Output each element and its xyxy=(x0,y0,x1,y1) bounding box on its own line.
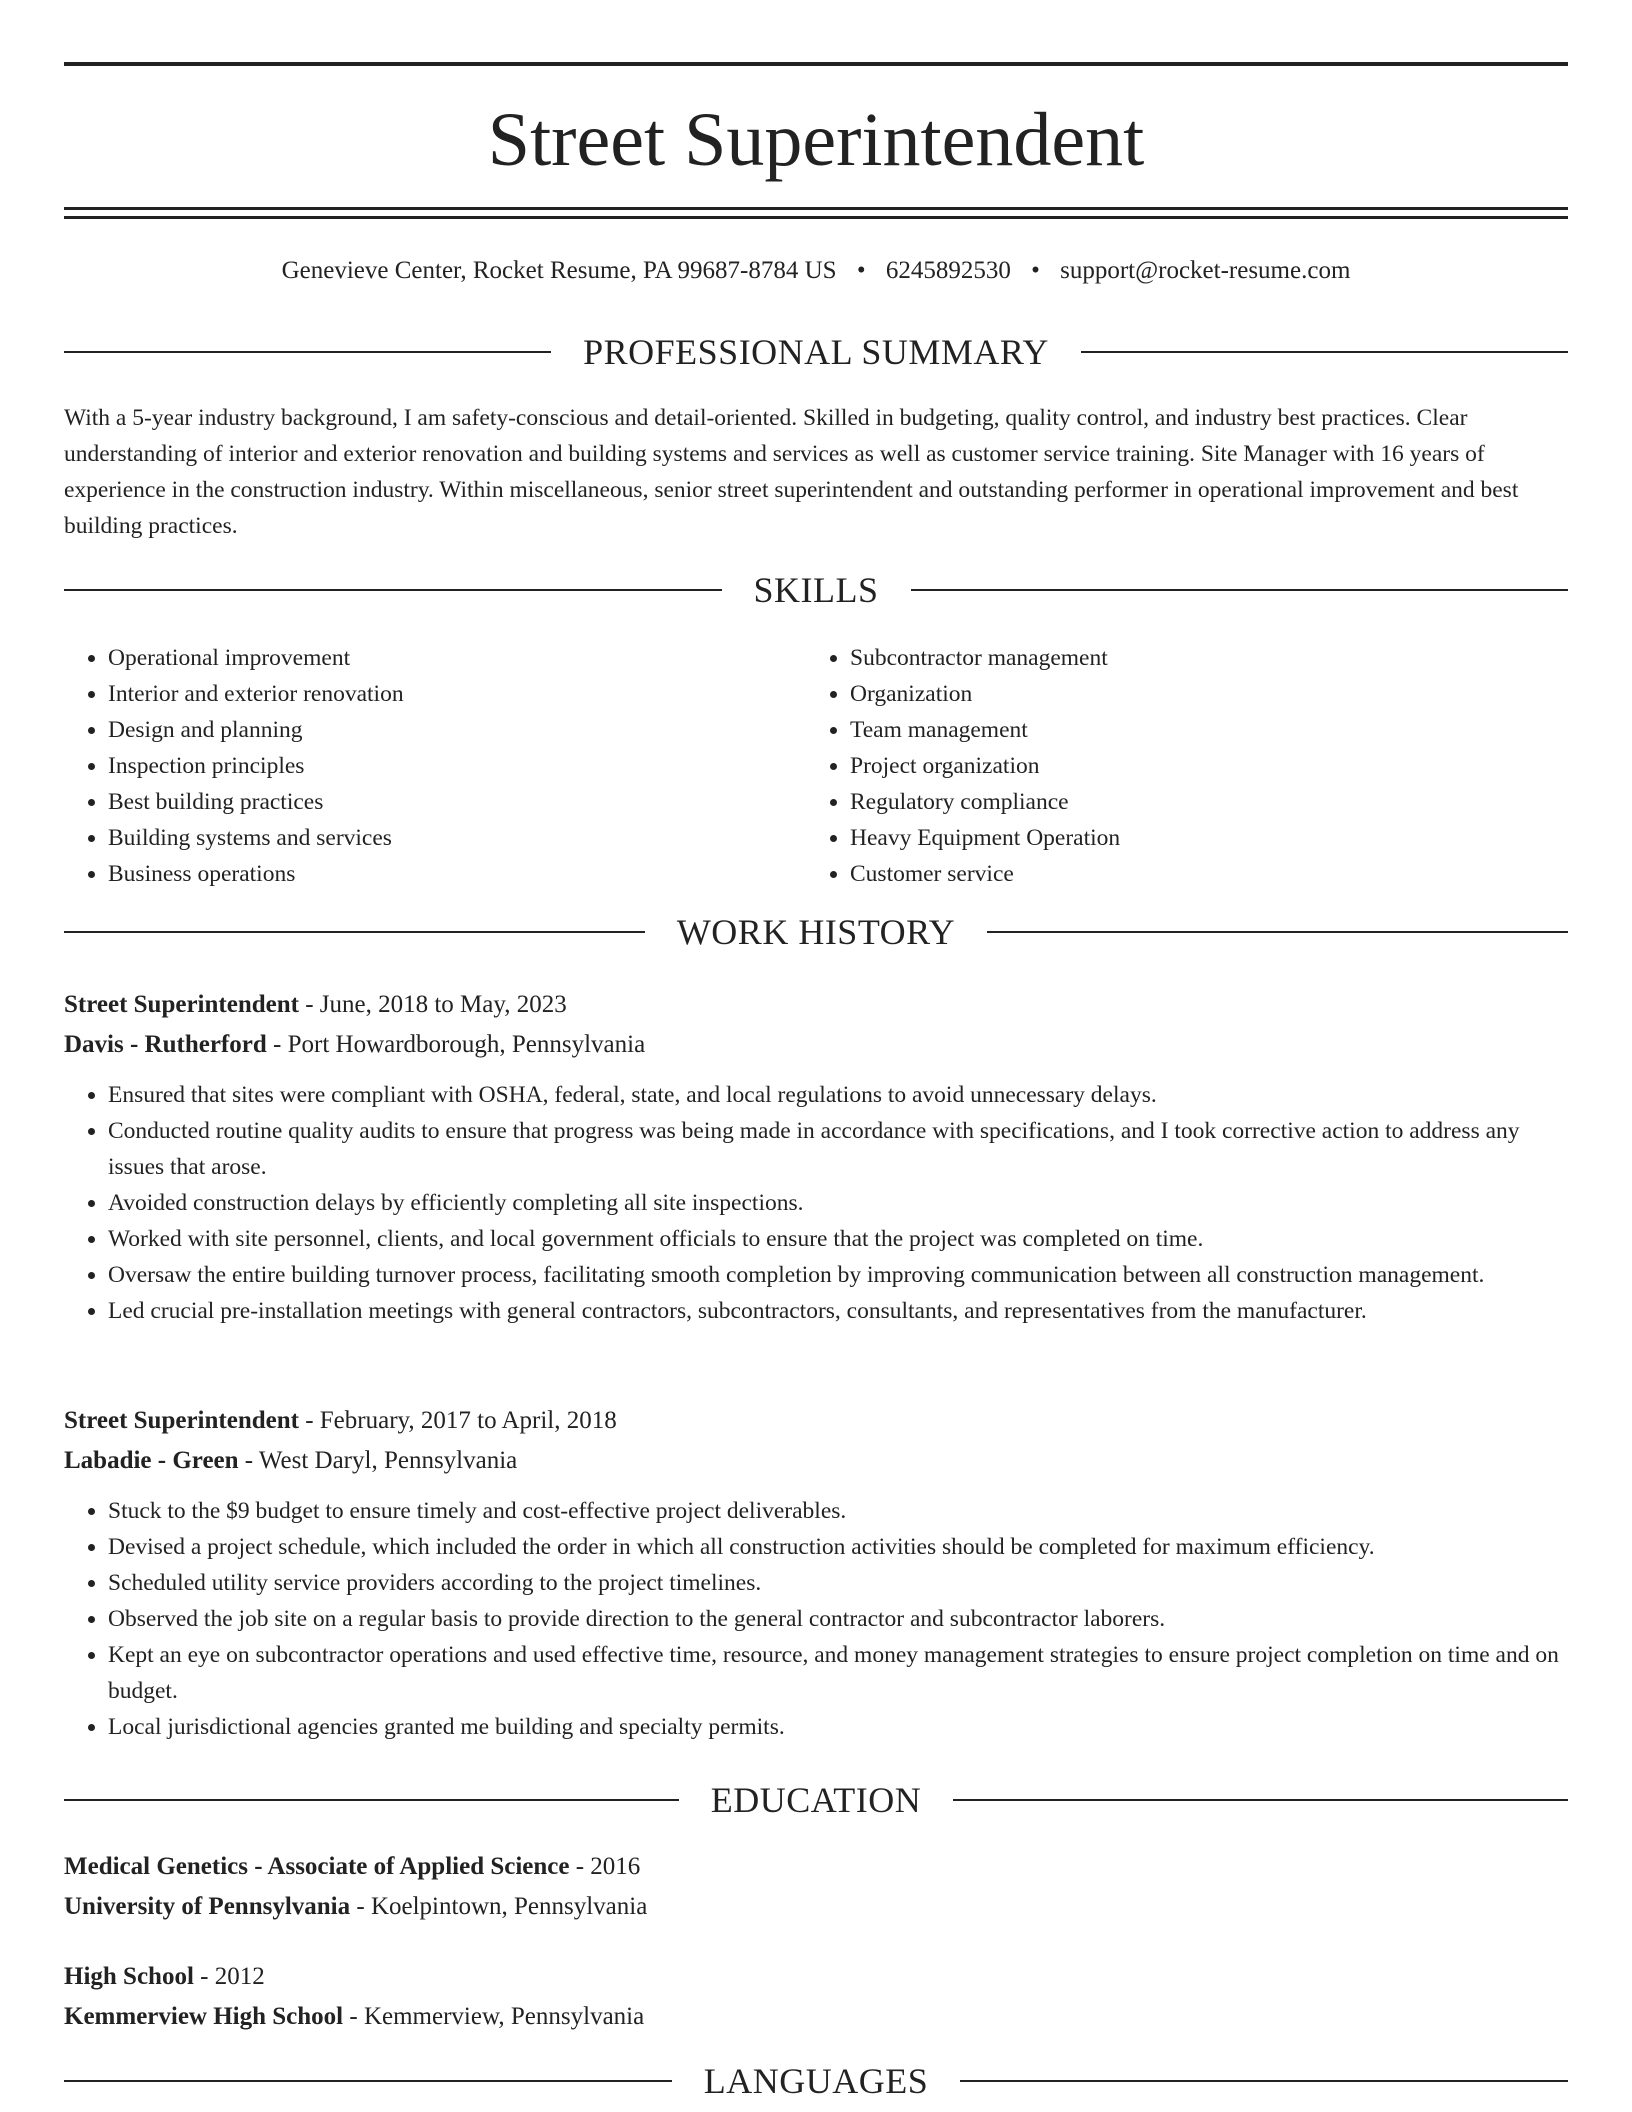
job-location: - West Daryl, Pennsylvania xyxy=(238,1447,518,1474)
job-entry xyxy=(64,985,1568,1329)
section-title: SKILLS xyxy=(753,570,879,610)
job-company: Davis - Rutherford xyxy=(64,1031,267,1058)
education-entry xyxy=(64,1957,1568,2037)
job-bullets xyxy=(64,1493,1568,1745)
section-title: PROFESSIONAL SUMMARY xyxy=(583,332,1049,372)
section-rule xyxy=(64,589,722,591)
job-bullet: • Avoided construction delays by efficiently completing all site inspections. xyxy=(108,1185,1568,1221)
skill-item: • Best building practices xyxy=(108,784,806,820)
section-heading-education xyxy=(64,1775,1568,1825)
skill-item: • Operational improvement xyxy=(108,640,806,676)
section-rule xyxy=(64,2080,672,2082)
section-title: EDUCATION xyxy=(710,1780,922,1820)
job-title: Street Superintendent xyxy=(64,1407,299,1434)
education-school-line xyxy=(64,1887,1568,1927)
job-bullet: • Ensured that sites were compliant with OSHA, federal, state, and local regulations to avoid unnecessary delays. xyxy=(108,1077,1568,1113)
skill-item: • Subcontractor management xyxy=(850,640,1548,676)
skill-item: • Building systems and services xyxy=(108,820,806,856)
skill-item: • Design and planning xyxy=(108,712,806,748)
section-rule xyxy=(64,931,645,933)
contact-line xyxy=(64,253,1568,289)
education-location: - Kemmerview, Pennsylvania xyxy=(343,2003,645,2030)
job-bullet: • Oversaw the entire building turnover process, facilitating smooth completion by improving communication between all construction management. xyxy=(108,1257,1568,1293)
contact-address: Genevieve Center, Rocket Resume, PA 99687-8784 US xyxy=(281,257,837,284)
job-title-line xyxy=(64,1401,1568,1441)
job-bullet: • Devised a project schedule, which included the order in which all construction activities should be completed for maximum efficiency. xyxy=(108,1529,1568,1565)
contact-email: support@rocket-resume.com xyxy=(1060,257,1351,284)
section-rule xyxy=(64,1799,679,1801)
skill-item: • Organization xyxy=(850,676,1548,712)
job-bullet: • Worked with site personnel, clients, and local government officials to ensure that the project was completed on time. xyxy=(108,1221,1568,1257)
section-title: WORK HISTORY xyxy=(676,912,956,952)
section-rule xyxy=(911,589,1569,591)
skill-item: • Heavy Equipment Operation xyxy=(850,820,1548,856)
skill-item: • Team management xyxy=(850,712,1548,748)
job-bullet: • Local jurisdictional agencies granted me building and specialty permits. xyxy=(108,1709,1568,1745)
summary-text: With a 5-year industry background, I am safety-conscious and detail-oriented. Skilled in budgeting, quality control, and industry best practices. Clear understanding of interior and exterior renovation and building systems and services as well as customer service training. Site Manager with 16 years of experience in the construction industry. Within miscellaneous, senior street superintendent and outstanding performer in operational improvement and best building practices. xyxy=(64,405,1519,539)
education-degree-line xyxy=(64,1847,1568,1887)
job-dates: - June, 2018 to May, 2023 xyxy=(298,991,567,1018)
job-location: - Port Howardborough, Pennsylvania xyxy=(266,1031,646,1058)
education-school: University of Pennsylvania xyxy=(64,1893,351,1920)
education-school: Kemmerview High School xyxy=(64,2003,344,2030)
education-school-line xyxy=(64,1997,1568,2037)
contact-separator: • xyxy=(856,257,866,284)
title-double-rule xyxy=(64,207,1568,219)
job-company-line xyxy=(64,1025,1568,1065)
job-company-line xyxy=(64,1441,1568,1481)
section-rule xyxy=(960,2080,1568,2082)
skills-list xyxy=(64,640,1568,892)
job-bullet: • Stuck to the $9 budget to ensure timely and cost-effective project deliverables. xyxy=(108,1493,1568,1529)
job-bullet: • Observed the job site on a regular basis to provide direction to the general contractor and subcontractor laborers. xyxy=(108,1601,1568,1637)
education-degree-line xyxy=(64,1957,1568,1997)
section-rule xyxy=(64,351,551,353)
skills-column-left xyxy=(64,640,806,892)
skill-item: • Interior and exterior renovation xyxy=(108,676,806,712)
contact-phone: 6245892530 xyxy=(885,257,1011,284)
skills-column-right xyxy=(806,640,1548,892)
skill-item: • Project organization xyxy=(850,748,1548,784)
job-company: Labadie - Green xyxy=(64,1447,239,1474)
skill-item: • Regulatory compliance xyxy=(850,784,1548,820)
section-heading-summary xyxy=(64,327,1568,377)
education-location: - Koelpintown, Pennsylvania xyxy=(350,1893,648,1920)
job-title: Street Superintendent xyxy=(64,991,299,1018)
section-title: LANGUAGES xyxy=(703,2061,929,2101)
skill-item: • Inspection principles xyxy=(108,748,806,784)
job-dates: - February, 2017 to April, 2018 xyxy=(298,1407,617,1434)
education-year: - 2012 xyxy=(193,1963,265,1990)
section-rule xyxy=(987,931,1568,933)
job-bullet: • Kept an eye on subcontractor operations and used effective time, resource, and money management strategies to ensure project completion on time and on budget. xyxy=(108,1637,1568,1709)
resume-title: Street Superintendent xyxy=(487,98,1145,182)
section-heading-languages xyxy=(64,2056,1568,2106)
job-bullet: • Scheduled utility service providers according to the project timelines. xyxy=(108,1565,1568,1601)
education-year: - 2016 xyxy=(569,1853,641,1880)
top-rule xyxy=(64,62,1568,66)
job-bullets xyxy=(64,1077,1568,1329)
education-degree: Medical Genetics - Associate of Applied Science xyxy=(64,1853,570,1880)
job-entry xyxy=(64,1401,1568,1745)
job-title-line xyxy=(64,985,1568,1025)
job-bullet: • Led crucial pre-installation meetings with general contractors, subcontractors, consultants, and representatives from the manufacturer. xyxy=(108,1293,1568,1329)
education-entry xyxy=(64,1847,1568,1927)
education-degree: High School xyxy=(64,1963,194,1990)
skill-item: • Business operations xyxy=(108,856,806,892)
section-rule xyxy=(1081,351,1568,353)
section-rule xyxy=(953,1799,1568,1801)
section-heading-work xyxy=(64,907,1568,957)
section-heading-skills xyxy=(64,565,1568,615)
job-bullet: • Conducted routine quality audits to ensure that progress was being made in accordance with specifications, and I took corrective action to address any issues that arose. xyxy=(108,1113,1568,1185)
contact-separator: • xyxy=(1031,257,1040,284)
skill-item: • Customer service xyxy=(850,856,1548,892)
